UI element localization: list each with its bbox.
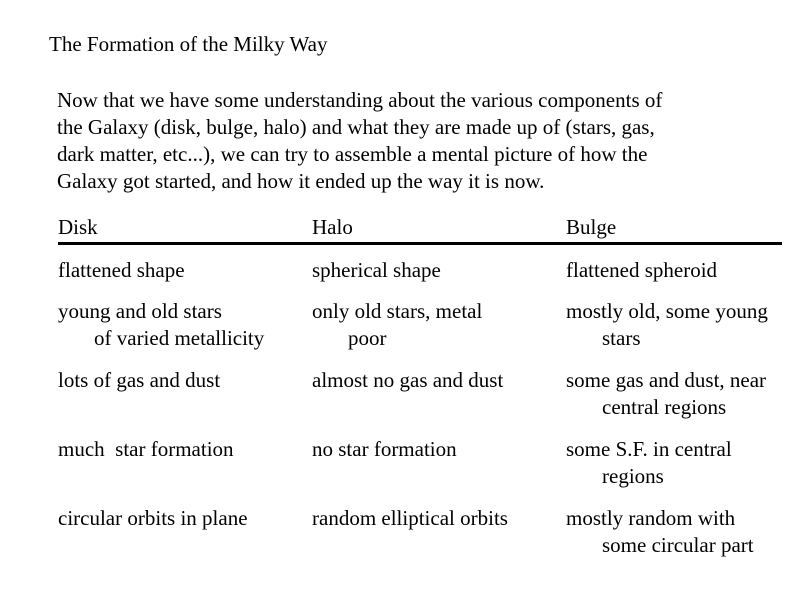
cell-text: some S.F. in central (566, 437, 732, 461)
cell-text: no star formation (312, 437, 457, 461)
cell-text: lots of gas and dust (58, 368, 221, 392)
comparison-table (58, 214, 782, 557)
table-cell-disk (58, 298, 264, 352)
cell-text-continued: of varied metallicity (94, 326, 265, 350)
cell-text-continued: stars (602, 326, 641, 350)
cell-text: mostly old, some young (566, 299, 768, 323)
cell-text: almost no gas and dust (312, 368, 504, 392)
intro-line: the Galaxy (disk, bulge, halo) and what they are made up of (stars, gas, (57, 115, 655, 139)
table-cell-disk (58, 505, 248, 532)
intro-line: Galaxy got started, and how it ended up the way it is now. (57, 169, 545, 193)
cell-text: circular orbits in plane (58, 506, 248, 530)
table-cell-bulge (566, 257, 717, 284)
table-cell-halo (312, 436, 457, 463)
cell-text: young and old stars (58, 299, 222, 323)
header-disk: Disk (58, 215, 98, 239)
table-cell-bulge (566, 367, 766, 421)
cell-text: spherical shape (312, 258, 441, 282)
cell-text: mostly random with (566, 506, 736, 530)
table-cell-halo (312, 298, 482, 352)
cell-text: some gas and dust, near (566, 368, 767, 392)
intro-line: Now that we have some understanding about the various components of (57, 88, 663, 112)
cell-text-continued: poor (348, 326, 387, 350)
cell-text-continued: regions (602, 464, 664, 488)
table-cell-disk (58, 436, 234, 463)
table-cell-disk (58, 257, 185, 284)
table-cell-bulge (566, 505, 754, 559)
table-cell-bulge (566, 298, 768, 352)
table-cell-bulge (566, 436, 732, 490)
table-cell-halo (312, 257, 441, 284)
table-header (58, 214, 782, 245)
table-cell-disk (58, 367, 220, 394)
header-bulge: Bulge (566, 215, 617, 239)
cell-text: much star formation (58, 437, 234, 461)
cell-text: flattened spheroid (566, 258, 718, 282)
cell-text: random elliptical orbits (312, 506, 508, 530)
cell-text: flattened shape (58, 258, 185, 282)
intro-line: dark matter, etc...), we can try to assemble a mental picture of how the (57, 142, 648, 166)
table-cell-halo (312, 505, 508, 532)
page-title: The Formation of the Milky Way (49, 32, 328, 56)
cell-text-continued: central regions (602, 395, 727, 419)
header-halo: Halo (312, 215, 353, 239)
cell-text: only old stars, metal (312, 299, 483, 323)
table-cell-halo (312, 367, 503, 394)
intro-paragraph (57, 87, 757, 195)
cell-text-continued: some circular part (602, 533, 754, 557)
